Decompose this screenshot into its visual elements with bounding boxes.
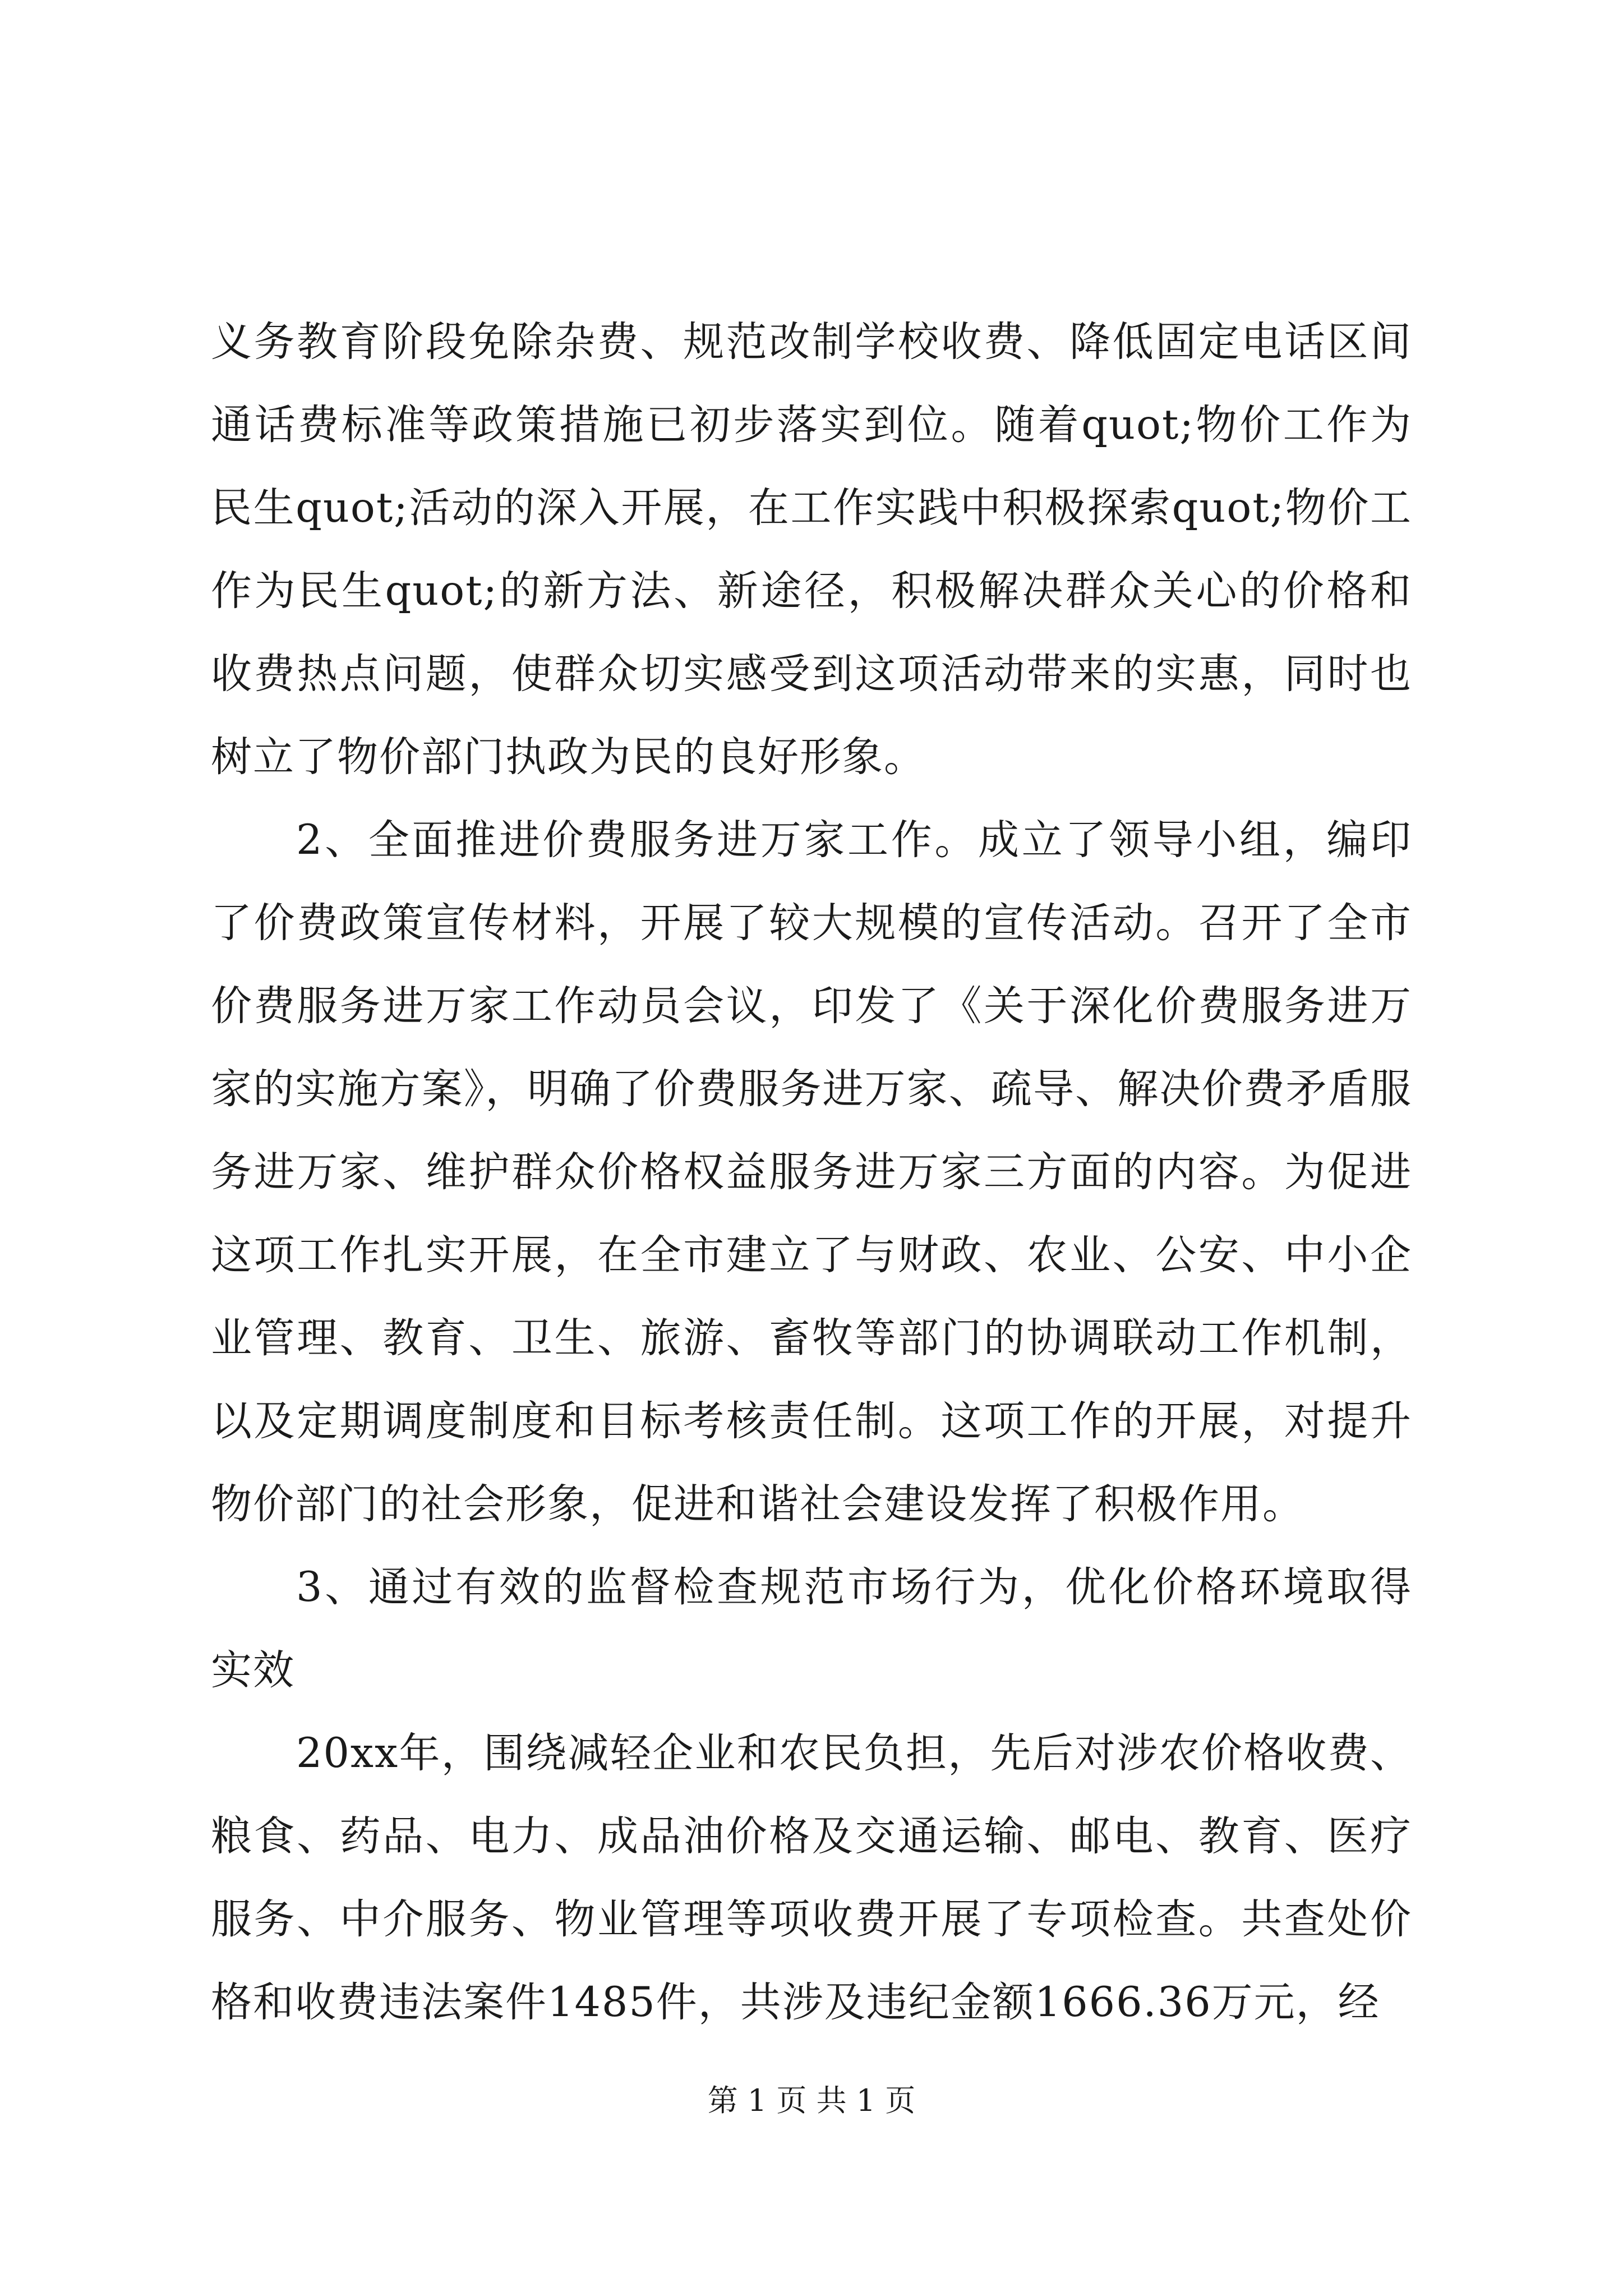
paragraph-item-3-body: 20xx年，围绕减轻企业和农民负担，先后对涉农价格收费、粮食、药品、电力、成品油价格及交通运输、邮电、教育、医疗服务、中介服务、物业管理等项收费开展了专项检查。共查处价格和收费违法案件1485件，共涉及违纪金额1666.36万元，经: [211, 1729, 1412, 2026]
document-body: [211, 301, 1412, 2044]
page-footer: 第 1 页 共 1 页: [707, 2083, 916, 2118]
paragraph-item-2: 2、全面推进价费服务进万家工作。成立了领导小组，编印了价费政策宣传材料，开展了较大规模的宣传活动。召开了全市价费服务进万家工作动员会议，印发了《关于深化价费服务进万家的实施方案》，明确了价费服务进万家、疏导、解决价费矛盾服务进万家、维护群众价格权益服务进万家三方面的内容。为促进这项工作扎实开展，在全市建立了与财政、农业、公安、中小企业管理、教育、卫生、旅游、畜牧等部门的协调联动工作机制，以及定期调度制度和目标考核责任制。这项工作的开展，对提升物价部门的社会形象，促进和谐社会建设发挥了积极作用。: [211, 816, 1412, 1528]
paragraph-item-3-heading: 3、通过有效的监督检查规范市场行为，优化价格环境取得实效: [211, 1563, 1412, 1694]
paragraph-continuation: 义务教育阶段免除杂费、规范改制学校收费、降低固定电话区间通话费标准等政策措施已初步落实到位。随着quot;物价工作为民生quot;活动的深入开展，在工作实践中积极探索quot;物价工作为民生quot;的新方法、新途径，积极解决群众关心的价格和收费热点问题，使群众切实感受到这项活动带来的实惠，同时也树立了物价部门执政为民的良好形象。: [211, 318, 1412, 781]
